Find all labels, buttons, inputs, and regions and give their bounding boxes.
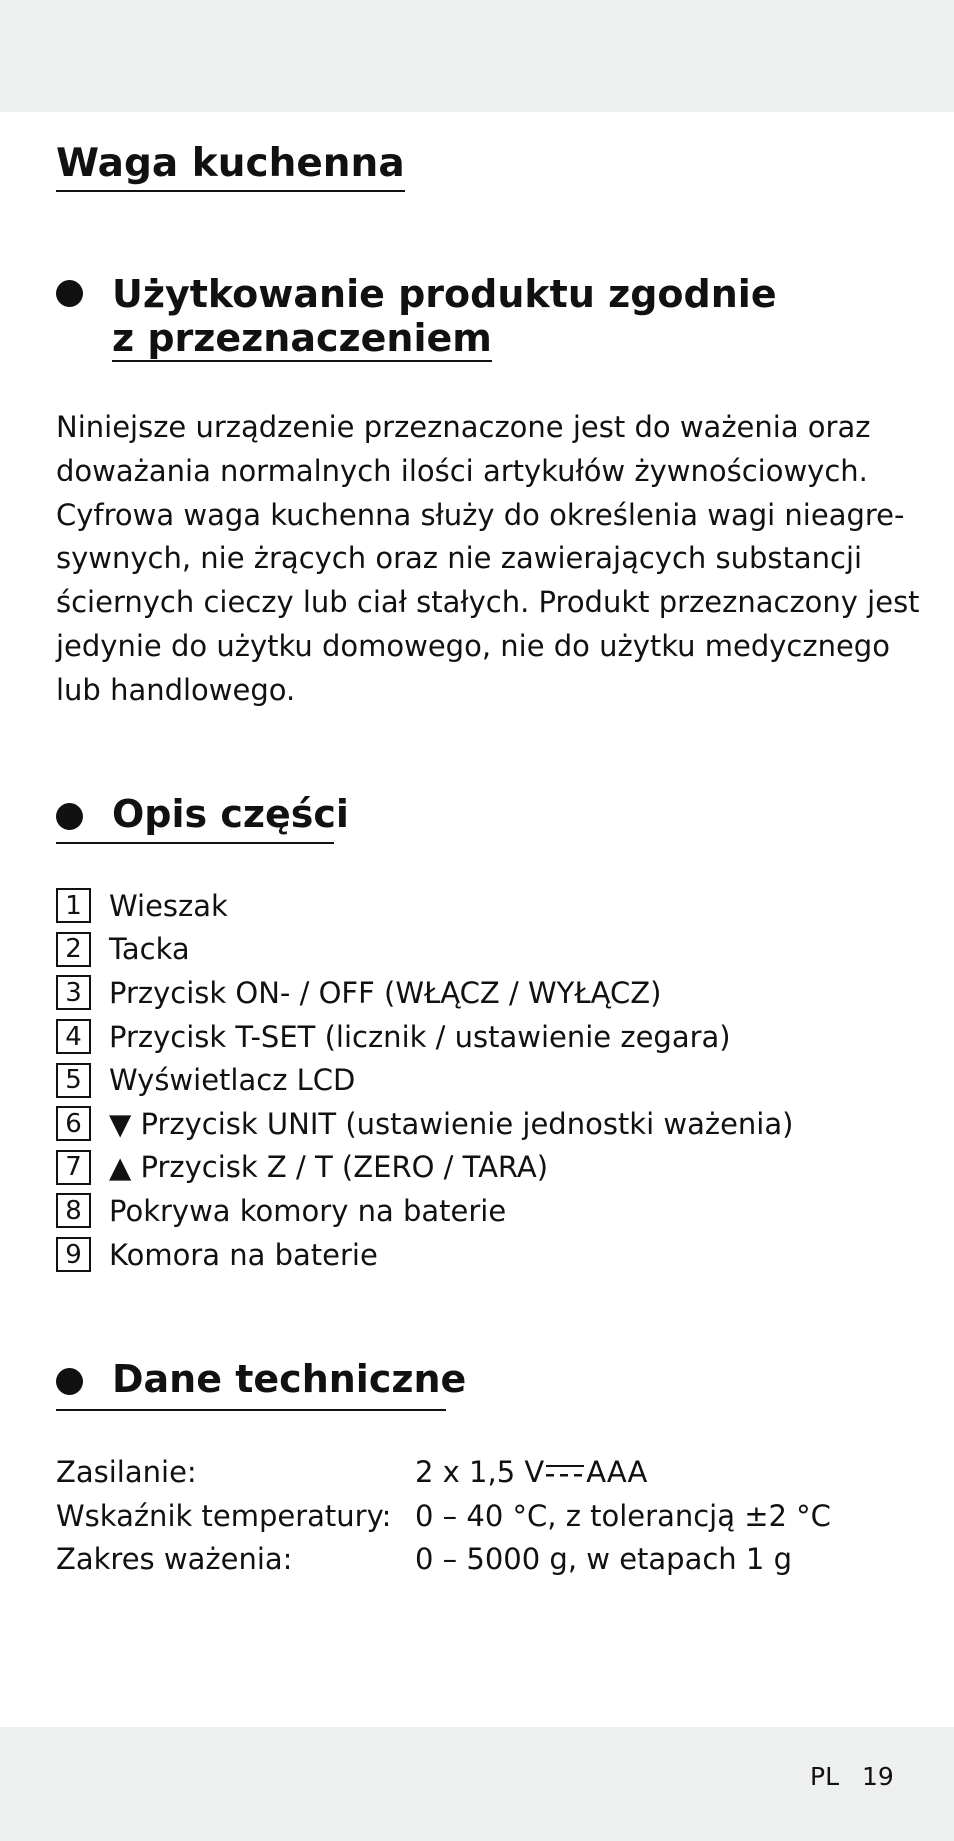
part-number: 8: [56, 1193, 91, 1228]
usage-line: sywnych, nie żrących oraz nie zawierających substancji: [56, 541, 863, 576]
part-number: 6: [56, 1106, 91, 1141]
bullet-icon: [56, 803, 83, 830]
list-item: [56, 928, 936, 972]
part-number: 3: [56, 975, 91, 1010]
bullet-icon: [56, 1368, 83, 1395]
list-item: [56, 1015, 936, 1059]
part-label: Przycisk ON- / OFF (WŁĄCZ / WYŁĄCZ): [109, 975, 662, 1010]
list-item: [56, 971, 936, 1015]
list-item: [56, 1146, 936, 1190]
spec-label: Zasilanie:: [56, 1454, 197, 1489]
part-number: 4: [56, 1019, 91, 1054]
list-item: [56, 1102, 936, 1146]
part-label: ▲ Przycisk Z / T (ZERO / TARA): [109, 1150, 549, 1185]
table-row: [56, 1450, 831, 1494]
section-parts-underline: [56, 842, 334, 844]
usage-line: Cyfrowa waga kuchenna służy do określenia wagi nieagre-: [56, 497, 905, 532]
spec-label: Zakres ważenia:: [56, 1542, 293, 1577]
usage-line: Niniejsze urządzenie przeznaczone jest do ważenia oraz: [56, 410, 871, 444]
part-number: 5: [56, 1063, 91, 1098]
part-number: 1: [56, 888, 91, 923]
usage-paragraph: [56, 406, 926, 713]
part-label: Wieszak: [109, 888, 228, 923]
bullet-icon: [56, 280, 83, 307]
section-tech-title: Dane techniczne: [112, 1357, 467, 1401]
page-number: 19: [862, 1762, 894, 1791]
list-item: [56, 1233, 936, 1277]
list-item: [56, 884, 936, 928]
tech-specs-table: [56, 1450, 831, 1581]
usage-line: ściernych cieczy lub ciał stałych. Produkt przeznaczony jest: [56, 585, 920, 620]
list-item: [56, 1189, 936, 1233]
part-label: Tacka: [109, 932, 190, 967]
spec-value: 0 – 40 °C, z tolerancją ±2 °C: [415, 1498, 831, 1533]
parts-list: [56, 884, 936, 1276]
spec-value: 0 – 5000 g, w etapach 1 g: [415, 1542, 792, 1577]
usage-line: jedynie do użytku domowego, nie do użytku medycznego: [56, 628, 890, 663]
list-item: [56, 1058, 936, 1102]
part-label: Wyświetlacz LCD: [109, 1063, 356, 1098]
table-row: [56, 1494, 831, 1538]
spec-label: Wskaźnik temperatury:: [56, 1498, 392, 1533]
part-label: Komora na baterie: [109, 1237, 378, 1272]
usage-line: lub handlowego.: [56, 672, 296, 707]
section-usage-title-line2: z przeznaczeniem: [112, 316, 492, 360]
part-label: Pokrywa komory na baterie: [109, 1193, 507, 1228]
footer-language: PL: [810, 1762, 840, 1791]
part-number: 7: [56, 1150, 91, 1185]
part-number: 9: [56, 1237, 91, 1272]
part-label: ▼ Przycisk UNIT (ustawienie jednostki ważenia): [109, 1106, 794, 1141]
section-usage-title-line1: Użytkowanie produktu zgodnie: [112, 272, 777, 316]
section-parts-title: Opis części: [112, 792, 349, 836]
top-margin-band: [0, 0, 954, 112]
section-tech-underline: [56, 1409, 446, 1411]
page-title: Waga kuchenna: [56, 140, 405, 192]
table-row: [56, 1538, 831, 1582]
part-label: Przycisk T-SET (licznik / ustawienie zegara): [109, 1019, 731, 1054]
dc-current-icon: [546, 1465, 584, 1477]
usage-line: doważania normalnych ilości artykułów żywnościowych.: [56, 453, 868, 488]
spec-value: 2 x 1,5 V AAA: [415, 1454, 648, 1489]
part-number: 2: [56, 932, 91, 967]
